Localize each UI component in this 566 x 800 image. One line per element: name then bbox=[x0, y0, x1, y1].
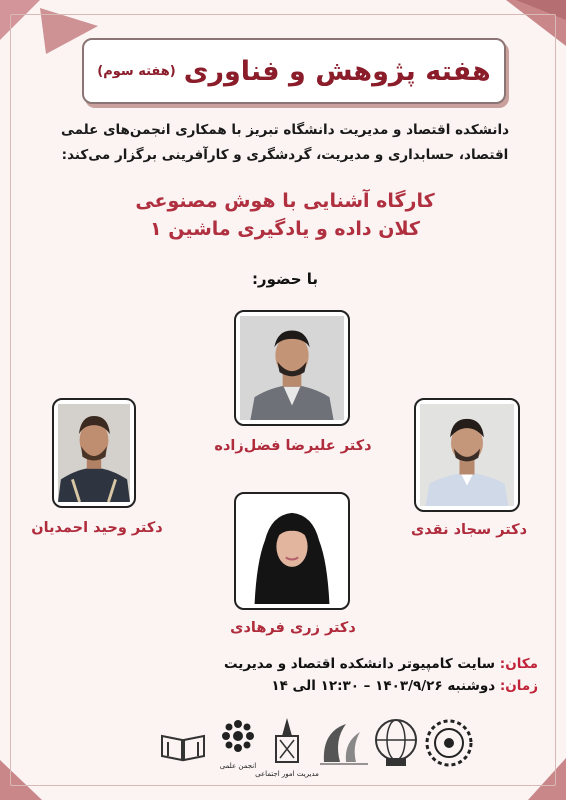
presence-label: با حضور: bbox=[251, 270, 319, 288]
speaker-photo-right bbox=[414, 398, 520, 512]
university-gear-logo-icon bbox=[424, 718, 474, 768]
time-label: زمان: bbox=[499, 678, 538, 694]
sponsor-logos bbox=[152, 712, 560, 790]
event-details bbox=[224, 653, 538, 697]
speaker-photo-center-bottom bbox=[234, 492, 350, 610]
workshop-line-2: کلان داده و یادگیری ماشین ۱ bbox=[150, 218, 420, 240]
page-title: هفته پژوهش و فناوری bbox=[183, 55, 491, 87]
flower-pattern-logo-icon bbox=[212, 712, 264, 778]
speaker-name-center-bottom: دکتر زری فرهادی bbox=[230, 620, 356, 636]
speaker-photo-center-top bbox=[234, 310, 350, 426]
intro-text bbox=[36, 118, 534, 168]
title-banner bbox=[82, 38, 506, 104]
speaker-portrait-man bbox=[240, 316, 344, 420]
speaker-portrait-man bbox=[420, 404, 514, 506]
location-label: مکان: bbox=[499, 656, 538, 672]
association-logo-text: انجمن علمی bbox=[219, 762, 257, 770]
speaker-photo-left bbox=[52, 398, 136, 508]
accounting-association-logo-icon bbox=[316, 718, 372, 770]
time-row bbox=[224, 675, 538, 697]
speaker-name-center-top: دکتر علیرضا فضل‌زاده bbox=[214, 438, 372, 454]
time-value: دوشنبه ۱۴۰۳/۹/۲۶ – ۱۲:۳۰ الی ۱۴ bbox=[271, 678, 496, 694]
page-subtitle: (هفته سوم) bbox=[97, 63, 176, 79]
workshop-line-1: کارگاه آشنایی با هوش مصنوعی bbox=[135, 190, 435, 212]
location-row bbox=[224, 653, 538, 675]
location-value: سایت کامپیوتر دانشکده اقتصاد و مدیریت bbox=[224, 656, 496, 672]
social-affairs-logo-text: مدیریت امور اجتماعی bbox=[255, 770, 319, 778]
university-emblem-logo-icon bbox=[255, 714, 319, 780]
books-logo-icon bbox=[158, 726, 208, 766]
speaker-portrait-man bbox=[58, 404, 130, 502]
globe-logo-icon bbox=[372, 716, 420, 768]
workshop-title bbox=[80, 187, 490, 243]
speaker-portrait-woman bbox=[240, 498, 344, 604]
intro-line-2: اقتصاد، حسابداری و مدیریت، گردشگری و کارآفرینی برگزار می‌کند: bbox=[61, 147, 509, 163]
intro-line-1: دانشکده اقتصاد و مدیریت دانشگاه تبریز با همکاری انجمن‌های علمی bbox=[60, 122, 510, 138]
speaker-name-right: دکتر سجاد نقدی bbox=[410, 522, 528, 538]
speaker-name-left: دکتر وحید احمدیان bbox=[31, 520, 163, 536]
